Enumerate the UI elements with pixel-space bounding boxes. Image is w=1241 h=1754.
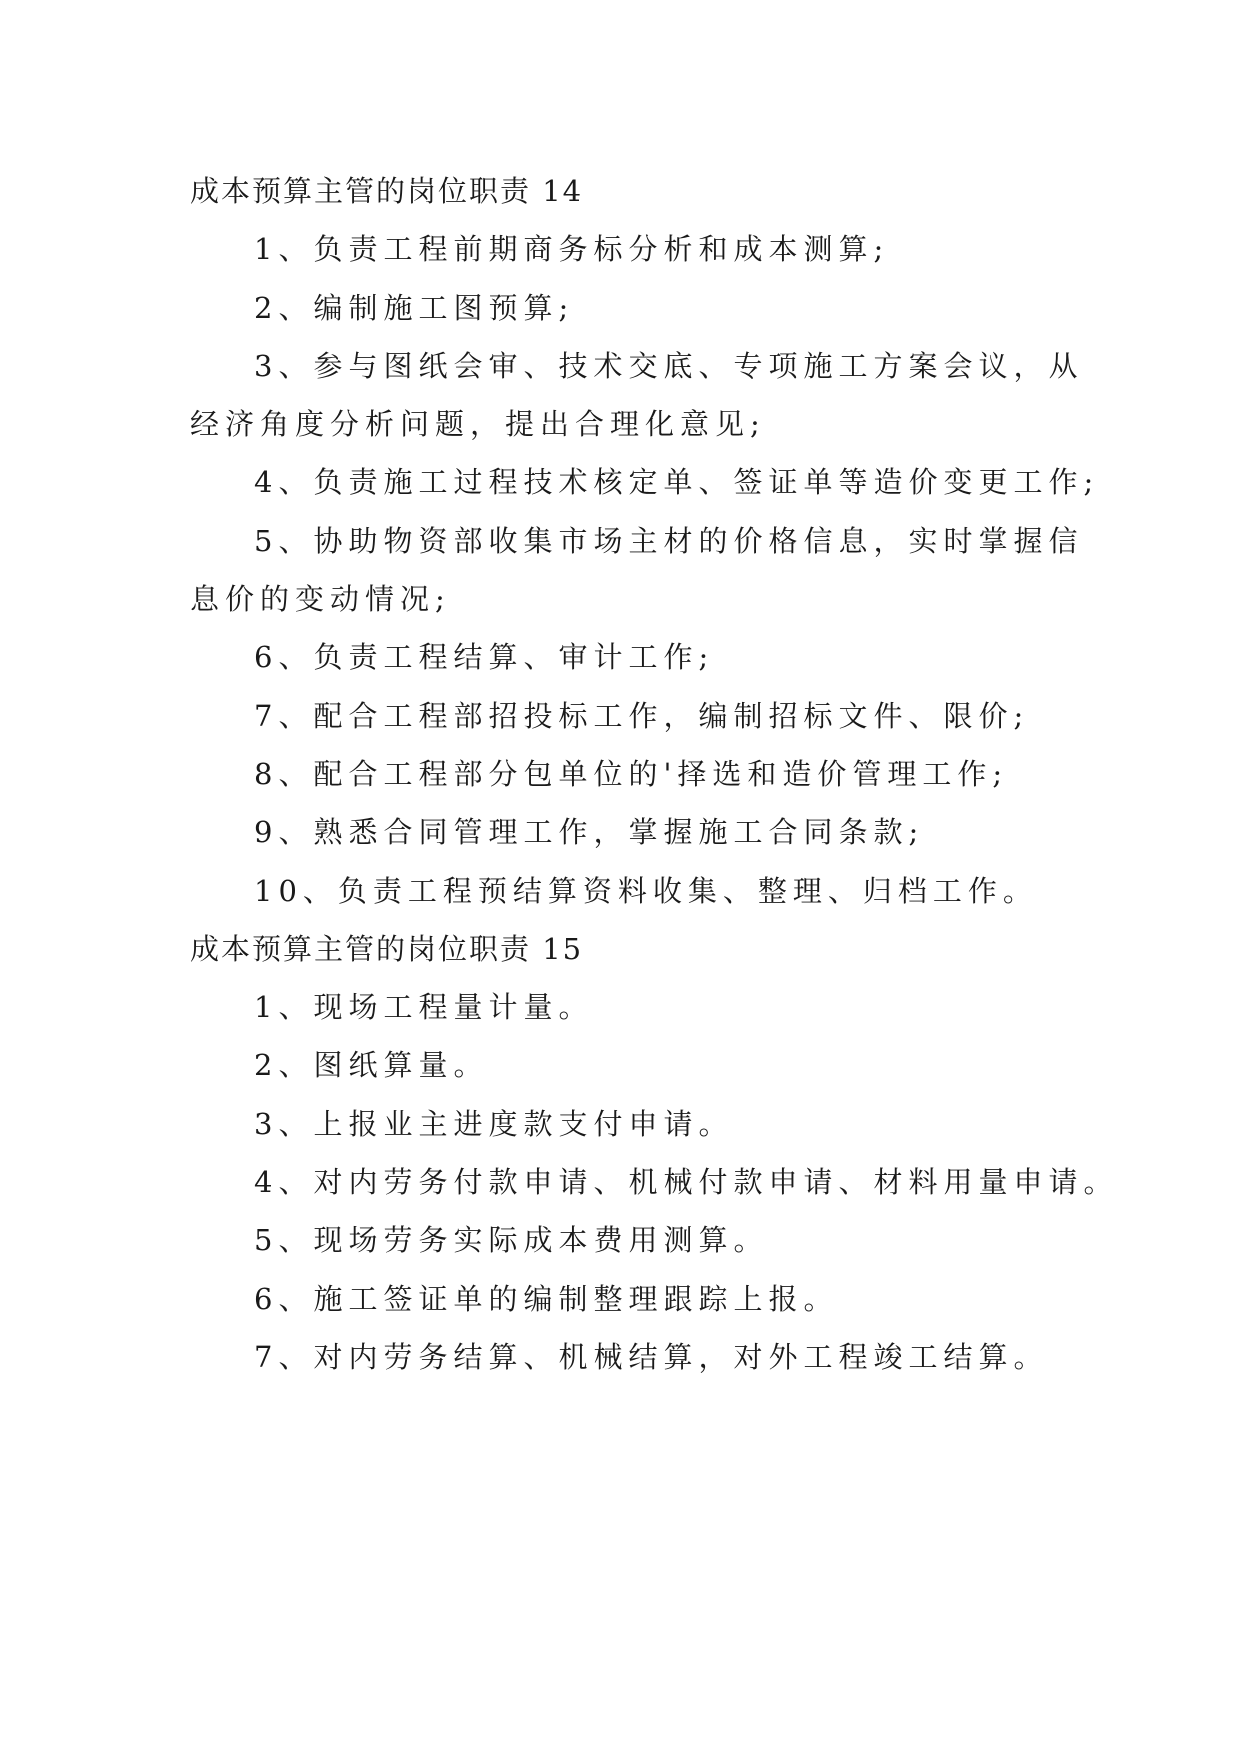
section-15-item-1: 1、现场工程量计量。 — [254, 990, 594, 1025]
section-15-item-6: 6、施工签证单的编制整理跟踪上报。 — [254, 1281, 839, 1316]
section-14-item-7: 7、配合工程部招投标工作，编制招标文件、限价; — [254, 698, 1030, 733]
section-14-item-5: 5、协助物资部收集市场主材的价格信息，实时掌握信 — [254, 523, 1084, 558]
section-14-item-4: 4、负责施工过程技术核定单、签证单等造价变更工作; — [254, 465, 1100, 500]
section-14-item-3: 3、参与图纸会审、技术交底、专项施工方案会议，从 — [254, 348, 1084, 383]
section-14-item-6: 6、负责工程结算、审计工作; — [254, 640, 715, 675]
section-15-item-2: 2、图纸算量。 — [254, 1048, 489, 1083]
document-page — [190, 162, 1119, 1386]
section-14-item-5-continued: 息价的变动情况; — [190, 582, 451, 617]
section-14-item-1: 1、负责工程前期商务标分析和成本测算; — [254, 232, 890, 267]
section-14-item-3-continued: 经济角度分析问题，提出合理化意见; — [190, 407, 766, 442]
section-14-item-8: 8、配合工程部分包单位的'择选和造价管理工作; — [254, 756, 1009, 791]
section-14-item-2: 2、编制施工图预算; — [254, 290, 575, 325]
section-15-item-7: 7、对内劳务结算、机械结算，对外工程竣工结算。 — [254, 1339, 1049, 1374]
section-14-item-9: 9、熟悉合同管理工作，掌握施工合同条款; — [254, 815, 925, 850]
section-14-title: 成本预算主管的岗位职责 14 — [190, 174, 584, 208]
section-15-item-4: 4、对内劳务付款申请、机械付款申请、材料用量申请。 — [254, 1165, 1119, 1200]
section-15-title: 成本预算主管的岗位职责 15 — [190, 931, 584, 966]
section-15-item-5: 5、现场劳务实际成本费用测算。 — [254, 1223, 769, 1258]
section-14-item-10: 10、负责工程预结算资料收集、整理、归档工作。 — [254, 873, 1038, 908]
section-15-item-3: 3、上报业主进度款支付申请。 — [254, 1106, 734, 1141]
